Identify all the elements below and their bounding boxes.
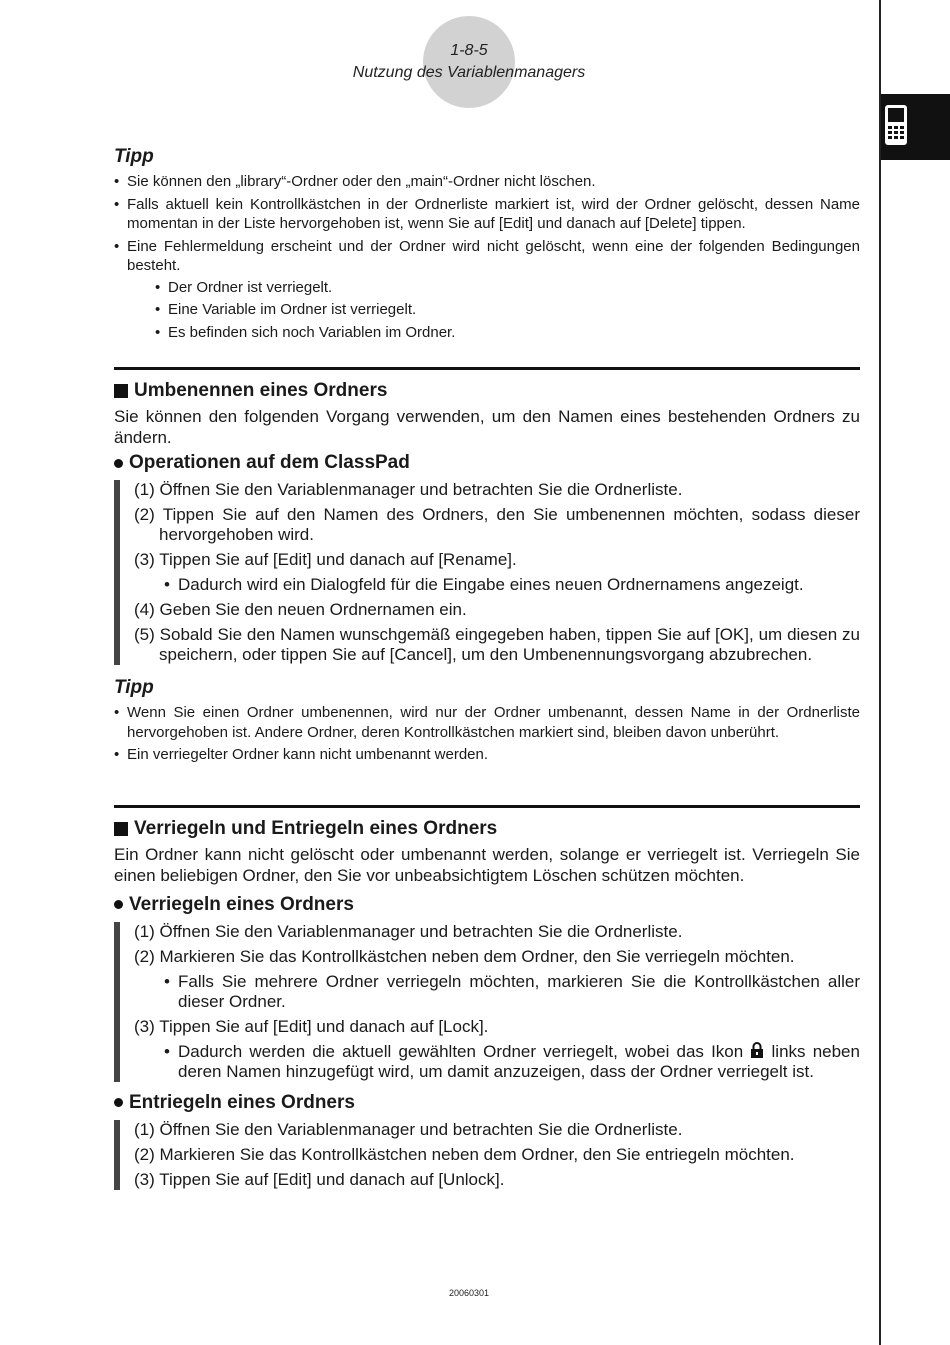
step-list (114, 480, 860, 665)
step-note-text: Dadurch werden die aktuell gewählten Ordner verriegelt, wobei das Ikon (178, 1041, 744, 1061)
tip-item-text: Eine Fehlermeldung erscheint und der Ordner wird nicht gelöscht, wenn eine der folgenden Bedingungen besteht. (127, 237, 860, 274)
tip-item: • Wenn Sie einen Ordner umbenennen, wird nur der Ordner umbenannt, dessen Name in der Ordnerliste hervorgehoben ist. Andere Ordner, deren Kontrollkästchen markiert sind, bleiben davon unberührt. (114, 703, 860, 742)
subheading-unlock (114, 1092, 860, 1114)
step-item: (2) Markieren Sie das Kontrollkästchen neben dem Ordner, den Sie verriegeln möchten. (134, 946, 795, 966)
lock-icon (750, 1042, 764, 1059)
page-number: 1-8-5 (450, 42, 488, 59)
tip-list (114, 172, 860, 342)
step-list (114, 1120, 860, 1190)
section-divider (114, 367, 860, 370)
tip-item (114, 237, 860, 343)
step-item: (3) Tippen Sie auf [Edit] und danach auf [Unlock]. (134, 1169, 505, 1189)
round-bullet-icon (114, 1098, 123, 1107)
round-bullet-icon (114, 459, 123, 468)
condition-item: • Es befinden sich noch Variablen im Ordner. (155, 323, 860, 343)
step-note-text: links neben deren Namen hinzugefügt wird, um damit anzuzeigen, dass der Ordner verriegelt ist. (178, 1041, 860, 1081)
section-title-lock (114, 818, 860, 840)
step-item: (3) Tippen Sie auf [Edit] und danach auf [Rename]. (134, 550, 517, 569)
section-title-rename (114, 380, 860, 402)
section-divider (114, 805, 860, 808)
step-item: (2) Tippen Sie auf den Namen des Ordners, den Sie umbenennen möchten, sodass dieser hervorgehoben wird. (134, 505, 860, 544)
condition-list (155, 278, 860, 343)
step-note: • Falls Sie mehrere Ordner verriegeln möchten, markieren Sie die Kontrollkästchen aller dieser Ordner. (164, 972, 860, 1012)
section-intro: Ein Ordner kann nicht gelöscht oder umbenannt werden, solange er verriegelt ist. Verriegeln Sie einen beliebigen Ordner, den Sie vor unbeabsichtigtem Löschen schützen möchten. (114, 844, 860, 885)
round-bullet-icon (114, 900, 123, 909)
step-item: (5) Sobald Sie den Namen wunschgemäß eingegeben haben, tippen Sie auf [OK], um diesen zu speichern, oder tippen Sie auf [Cancel], um den Umbenennungsvorgang abzubrechen. (134, 625, 860, 664)
tip-item: • Ein verriegelter Ordner kann nicht umbenannt werden. (114, 745, 860, 765)
step-note (164, 1042, 860, 1082)
section-intro: Sie können den folgenden Vorgang verwenden, um den Namen eines bestehenden Ordners zu ändern. (114, 407, 860, 447)
subheading-lock (114, 894, 860, 916)
subheading-operations (114, 452, 860, 474)
step-item: (4) Geben Sie den neuen Ordnernamen ein. (134, 600, 467, 619)
tip-heading: Tipp (114, 677, 154, 698)
tip-list (114, 703, 860, 765)
step-item: (3) Tippen Sie auf [Edit] und danach auf [Lock]. (134, 1016, 489, 1036)
step-item: (1) Öffnen Sie den Variablenmanager und betrachten Sie die Ordnerliste. (134, 921, 683, 941)
subheading-text: Operationen auf dem ClassPad (129, 452, 410, 473)
square-bullet-icon (114, 384, 128, 398)
step-item: (1) Öffnen Sie den Variablenmanager und betrachten Sie die Ordnerliste. (134, 1119, 683, 1139)
tip-item: • Sie können den „library“-Ordner oder den „main“-Ordner nicht löschen. (114, 172, 860, 192)
chapter-title: Nutzung des Variablenmanagers (352, 64, 586, 81)
step-note: • Dadurch wird ein Dialogfeld für die Eingabe eines neuen Ordnernamens angezeigt. (164, 575, 860, 595)
section-title-text: Verriegeln und Entriegeln eines Ordners (134, 817, 498, 839)
condition-item: • Eine Variable im Ordner ist verriegelt. (155, 300, 860, 320)
subheading-text: Entriegeln eines Ordners (129, 1091, 355, 1113)
main-content (114, 146, 860, 1190)
page-edge-rule (879, 0, 881, 1345)
step-list (114, 922, 860, 1082)
subheading-text: Verriegeln eines Ordners (129, 893, 354, 915)
section-title-text: Umbenennen eines Ordners (134, 380, 388, 401)
step-item: (2) Markieren Sie das Kontrollkästchen neben dem Ordner, den Sie entriegeln möchten. (134, 1144, 795, 1164)
footer-code: 20060301 (448, 1288, 490, 1298)
step-item: (1) Öffnen Sie den Variablenmanager und betrachten Sie die Ordnerliste. (134, 480, 683, 499)
header-circle (423, 16, 515, 108)
calculator-icon (884, 104, 908, 146)
tip-heading: Tipp (114, 146, 154, 167)
square-bullet-icon (114, 822, 128, 836)
condition-item: • Der Ordner ist verriegelt. (155, 278, 860, 298)
tip-item: • Falls aktuell kein Kontrollkästchen in der Ordnerliste markiert ist, wird der Ordner gelöscht, dessen Name momentan in der Liste hervorgehoben ist, wenn Sie auf [Edit] und danach auf [Delete] tippen. (114, 195, 860, 234)
